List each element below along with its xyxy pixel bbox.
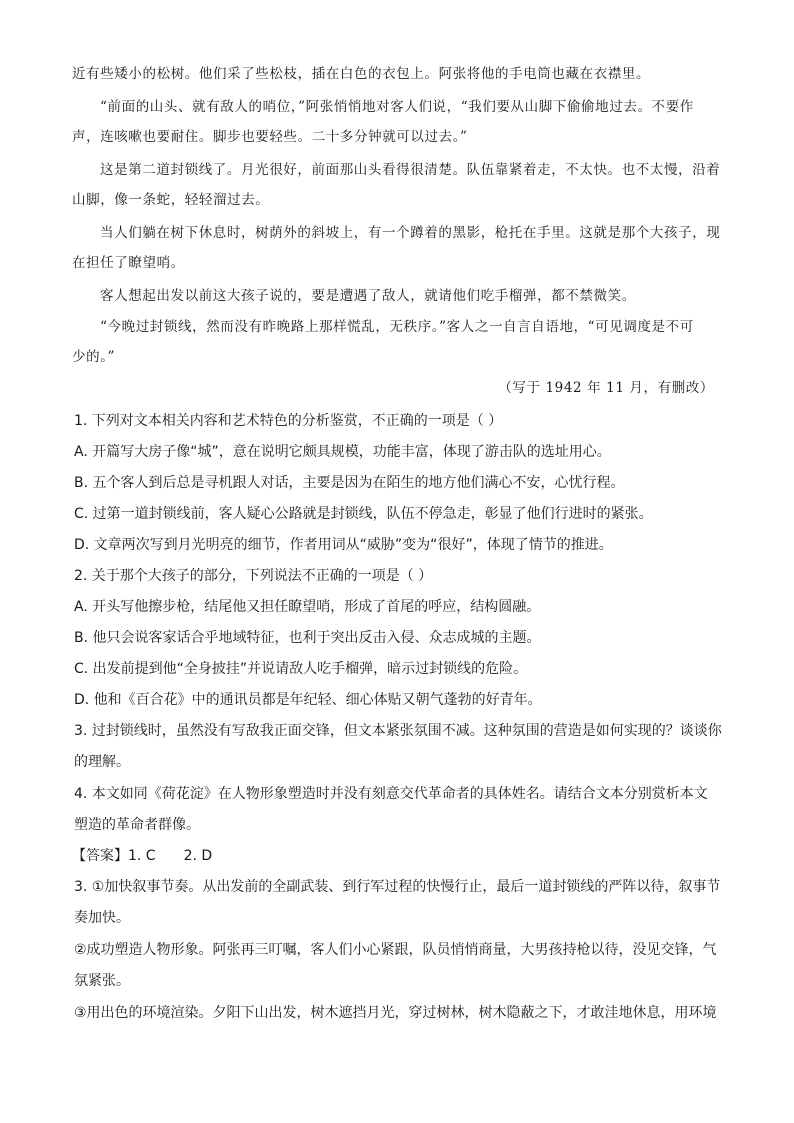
passage-line: 山脚，像一条蛇，轻轻溜过去。 [72,192,270,208]
question-1-option-a: A. 开篇写大房子像“城”，意在说明它颇具规模，功能丰富，体现了游击队的选址用心。 [74,444,611,460]
question-1-option-c: C. 过第一道封锁线前，客人疑心公路就是封锁线，队伍不停急走，彰显了他们行进时的紧张。 [74,506,653,522]
question-1: 1. 下列对文本相关内容和艺术特色的分析鉴赏，不正确的一项是（ ） [74,413,503,429]
question-2-option-c: C. 出发前提到他“全身披挂”并说请敌人吃手榴弹，暗示过封锁线的危险。 [74,661,528,677]
answer-3-line: 氛紧张。 [74,973,130,989]
passage-line: 当人们躺在树下休息时，树荫外的斜坡上，有一个蹲着的黑影，枪托在手里。这就是那个大孩子，现 [100,225,721,241]
question-3: 3. 过封锁线时，虽然没有写敌我正面交锋，但文本紧张氛围不减。这种氛围的营造是如何实现的？谈谈你 [74,723,722,739]
passage-line: 近有些矮小的松树。他们采了些松枝，插在白色的衣包上。阿张将他的手电筒也藏在衣襟里。 [72,66,651,82]
answer-2: 2. D [183,848,213,864]
answer-3-line: ③用出色的环境渲染。夕阳下山出发，树木遮挡月光，穿过树林，树木隐蔽之下，才敢洼地休息，用环境 [74,1005,717,1021]
passage-line: 客人想起出发以前这大孩子说的，要是遭遇了敌人，就请他们吃手榴弹，都不禁微笑。 [100,288,636,304]
answer-3-line: 奏加快。 [74,910,130,926]
question-2: 2. 关于那个大孩子的部分，下列说法不正确的一项是（ ） [74,568,433,584]
question-2-option-b: B. 他只会说客家话合乎地域特征，也利于突出反击入侵、众志成城的主题。 [74,630,541,646]
passage-line: “前面的山头、就有敌人的哨位，”阿张悄悄地对客人们说，“我们要从山脚下偷偷地过去。不要作 [100,99,694,115]
answer-3-line: 3. ①加快叙事节奏。从出发前的全副武装、到行军过程的快慢行止，最后一道封锁线的严阵以待，叙事节 [74,879,721,895]
passage-line: 这是第二道封锁线了。月光很好，前面那山头看得很清楚。队伍靠紧着走，不太快。也不太慢，沿着 [100,162,721,178]
question-1-option-d: D. 文章两次写到月光明亮的细节，作者用词从“威胁”变为“很好”，体现了情节的推进。 [74,537,613,553]
answer-1: 1. C [128,848,156,864]
passage-note: （写于 1942 年 11 月，有删改） [498,380,714,396]
answer-label: 【答案】 [72,848,128,864]
answer-3-line: ②成功塑造人物形象。阿张再三叮嘱，客人们小心紧跟，队员悄悄商量，大男孩持枪以待，没见交锋，气 [74,942,717,958]
question-2-option-a: A. 开头写他擦步枪，结尾他又担任瞭望哨，形成了首尾的呼应，结构圆融。 [74,599,541,615]
question-1-option-b: B. 五个客人到后总是寻机跟人对话，主要是因为在陌生的地方他们满心不安，心忧行程。 [74,475,625,491]
question-3-cont: 的理解。 [74,754,130,770]
question-4-cont: 塑造的革命者群像。 [74,817,200,833]
passage-line: 在担任了瞭望哨。 [72,255,185,271]
answer-row [72,846,212,866]
question-4: 4. 本文如同《荷花淀》在人物形象塑造时并没有刻意交代革命者的具体姓名。请结合文本分别赏析本文 [74,786,708,802]
passage-line: “今晚过封锁线，然而没有昨晚路上那样慌乱，无秩序。”客人之一自言自语地，“可见调度是不可 [100,319,694,335]
question-2-option-d: D. 他和《百合花》中的通讯员都是年纪轻、细心体贴又朝气蓬勃的好青年。 [74,692,542,708]
passage-line: 少的。” [72,349,116,365]
passage-line: 声，连咳嗽也要耐住。脚步也要轻些。二十多分钟就可以过去。” [72,129,468,145]
